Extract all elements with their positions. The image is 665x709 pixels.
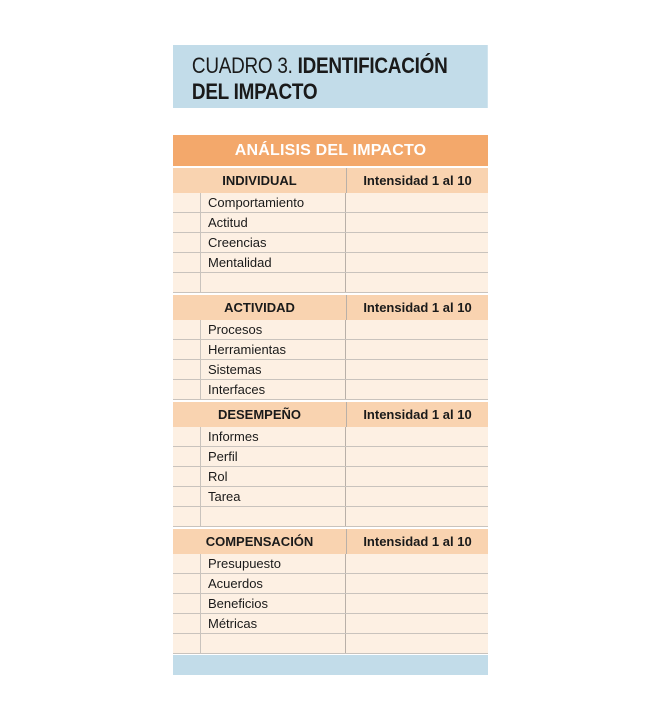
row-marker-cell: [173, 467, 201, 486]
table-row: [173, 360, 488, 380]
title-prefix: CUADRO 3.: [191, 53, 293, 78]
row-item-label: Rol: [201, 467, 346, 486]
table-row: [173, 193, 488, 213]
row-item-label: Perfil: [201, 447, 346, 466]
table-row: [173, 233, 488, 253]
row-marker-cell: [173, 193, 201, 212]
row-marker-cell: [173, 507, 201, 526]
table-row: [173, 594, 488, 614]
row-score-cell: [346, 467, 488, 486]
row-item-label: Sistemas: [201, 360, 346, 379]
row-marker-cell: [173, 320, 201, 339]
row-marker-cell: [173, 340, 201, 359]
table-row: [173, 487, 488, 507]
table-row: [173, 467, 488, 487]
row-item-label: [201, 634, 346, 653]
row-marker-cell: [173, 380, 201, 399]
row-marker-cell: [173, 614, 201, 633]
row-score-cell: [346, 487, 488, 506]
table-row: [173, 273, 488, 293]
row-score-cell: [346, 233, 488, 252]
table-row: [173, 614, 488, 634]
section-score-label: Intensidad 1 al 10: [363, 300, 472, 315]
title-band: [173, 45, 488, 108]
row-score-cell: [346, 507, 488, 526]
section-score-label: Intensidad 1 al 10: [363, 534, 472, 549]
row-item-label: Tarea: [201, 487, 346, 506]
row-item-label: Métricas: [201, 614, 346, 633]
table-row: [173, 507, 488, 527]
section-header: [173, 293, 488, 320]
section-score-label: Intensidad 1 al 10: [363, 173, 472, 188]
row-item-label: Beneficios: [201, 594, 346, 613]
section-header: [173, 527, 488, 554]
row-score-cell: [346, 360, 488, 379]
row-marker-cell: [173, 487, 201, 506]
row-item-label: Procesos: [201, 320, 346, 339]
row-score-cell: [346, 253, 488, 272]
section-title: INDIVIDUAL: [173, 168, 347, 193]
row-marker-cell: [173, 273, 201, 292]
row-item-label: Actitud: [201, 213, 346, 232]
row-item-label: [201, 507, 346, 526]
row-score-cell: [346, 594, 488, 613]
row-marker-cell: [173, 360, 201, 379]
section-title: COMPENSACIÓN: [173, 529, 347, 554]
row-score-cell: [346, 380, 488, 399]
footer-band: [173, 655, 488, 675]
row-score-cell: [346, 447, 488, 466]
table-main-header: ANÁLISIS DEL IMPACTO: [173, 135, 488, 166]
section-header: [173, 166, 488, 193]
row-marker-cell: [173, 634, 201, 653]
row-item-label: Acuerdos: [201, 574, 346, 593]
row-item-label: Interfaces: [201, 380, 346, 399]
row-item-label: Comportamiento: [201, 193, 346, 212]
row-marker-cell: [173, 447, 201, 466]
section-header: [173, 400, 488, 427]
row-score-cell: [346, 193, 488, 212]
section-title: DESEMPEÑO: [173, 402, 347, 427]
table-row: [173, 427, 488, 447]
row-marker-cell: [173, 253, 201, 272]
row-score-cell: [346, 427, 488, 446]
table-row: [173, 253, 488, 273]
row-marker-cell: [173, 574, 201, 593]
table-row: [173, 380, 488, 400]
table-row: [173, 634, 488, 654]
row-item-label: Creencias: [201, 233, 346, 252]
table-row: [173, 574, 488, 594]
section-score-label: Intensidad 1 al 10: [363, 407, 472, 422]
table-row: [173, 320, 488, 340]
row-marker-cell: [173, 427, 201, 446]
row-item-label: Herramientas: [201, 340, 346, 359]
table-row: [173, 340, 488, 360]
row-score-cell: [346, 273, 488, 292]
row-marker-cell: [173, 594, 201, 613]
row-score-cell: [346, 320, 488, 339]
row-marker-cell: [173, 554, 201, 573]
row-marker-cell: [173, 213, 201, 232]
row-score-cell: [346, 634, 488, 653]
section-title: ACTIVIDAD: [173, 295, 347, 320]
table-sections: [173, 166, 488, 654]
row-score-cell: [346, 614, 488, 633]
table-row: [173, 447, 488, 467]
row-score-cell: [346, 340, 488, 359]
impact-table: [173, 135, 488, 654]
row-score-cell: [346, 213, 488, 232]
row-marker-cell: [173, 233, 201, 252]
row-item-label: Mentalidad: [201, 253, 346, 272]
row-item-label: [201, 273, 346, 292]
row-score-cell: [346, 554, 488, 573]
row-item-label: Informes: [201, 427, 346, 446]
row-item-label: Presupuesto: [201, 554, 346, 573]
table-row: [173, 213, 488, 233]
table-row: [173, 554, 488, 574]
row-score-cell: [346, 574, 488, 593]
title-main: IDENTIFICACIÓN DEL IMPACTO: [191, 53, 448, 104]
